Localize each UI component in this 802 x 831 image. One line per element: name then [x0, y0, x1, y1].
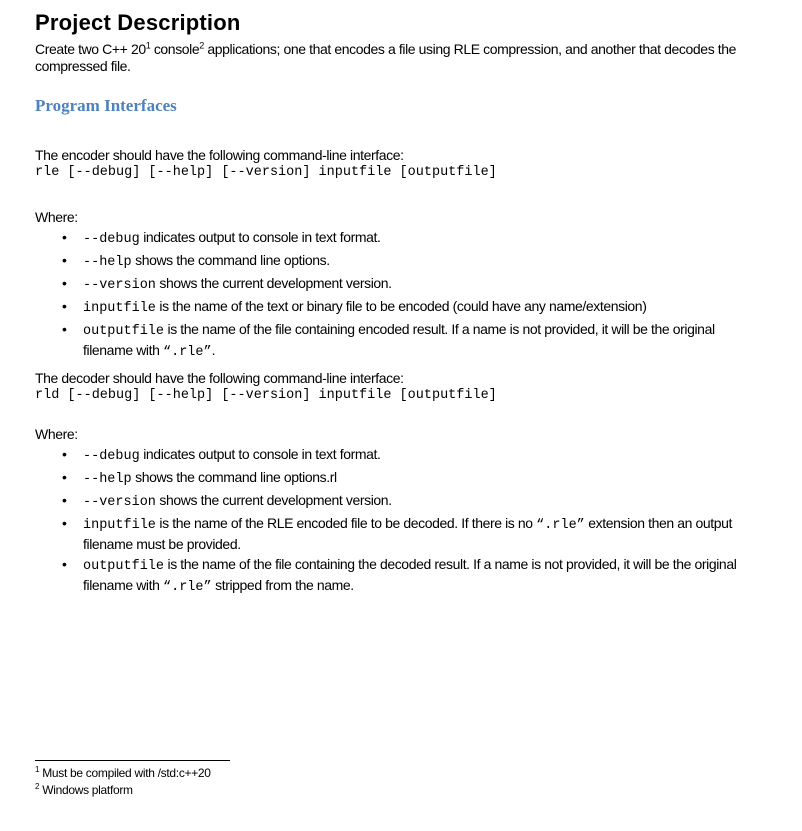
option-text-end: extension then an output filename must be provided. — [83, 515, 733, 552]
decoder-lead: The decoder should have the following command-line interface: — [35, 370, 404, 386]
option-text: shows the command line options.rl — [131, 469, 337, 485]
footnote-text: Windows platform — [39, 783, 133, 797]
footnote-ref-2[interactable]: 2 — [199, 40, 204, 51]
list-item — [35, 320, 765, 362]
bullet-icon: • — [62, 492, 67, 508]
decoder-options-list — [35, 445, 765, 599]
extension-code: “.rle” — [163, 580, 212, 595]
bullet-icon: • — [62, 275, 67, 291]
footnote-ref-1[interactable]: 1 — [145, 40, 151, 51]
option-text: shows the current development version. — [155, 275, 392, 291]
bullet-icon: • — [62, 469, 67, 485]
list-item — [35, 555, 765, 597]
bullet-icon: • — [62, 321, 67, 337]
bullet-icon: • — [62, 556, 67, 572]
option-text: shows the current development version. — [155, 492, 392, 508]
page-title: Project Description — [35, 10, 241, 35]
list-item — [35, 491, 765, 512]
footnote-text: Must be compiled with /std:c++20 — [39, 766, 211, 780]
footnote-mark: 1 — [35, 765, 40, 774]
option-code: outputfile — [83, 324, 165, 339]
footnote-mark: 2 — [35, 782, 40, 791]
option-code: --version — [83, 495, 156, 510]
option-text: is the name of the file containing the decoded result. If a name is not provided, it will be the original filename with — [83, 556, 737, 593]
list-item — [35, 297, 765, 318]
decoder-command: rld [--debug] [--help] [--version] inputfile [outputfile] — [35, 388, 497, 403]
list-item — [35, 274, 765, 295]
option-code: --help — [83, 255, 132, 270]
intro-paragraph — [35, 41, 765, 75]
option-code: --debug — [83, 449, 140, 464]
option-code: --help — [83, 472, 132, 487]
option-text: is the name of the RLE encoded file to be decoded. If there is no — [155, 515, 537, 531]
list-item — [35, 445, 765, 466]
option-text: indicates output to console in text format. — [139, 229, 381, 245]
bullet-icon: • — [62, 252, 67, 268]
list-item — [35, 228, 765, 249]
intro-text-2: console — [150, 41, 200, 57]
option-code: outputfile — [83, 559, 165, 574]
intro-text-1: Create two C++ 20 — [35, 41, 146, 57]
footnote-1 — [35, 766, 211, 781]
option-text: is the name of the file containing encoded result. If a name is not provided, it will be the original filename with — [83, 321, 715, 358]
encoder-command: rle [--debug] [--help] [--version] inputfile [outputfile] — [35, 165, 497, 180]
extension-code: “.rle” — [536, 518, 585, 533]
footnote-separator — [35, 760, 230, 761]
option-code: --version — [83, 278, 156, 293]
list-item — [35, 514, 765, 553]
encoder-lead: The encoder should have the following command-line interface: — [35, 147, 404, 163]
option-text: is the name of the text or binary file to be encoded (could have any name/extension) — [155, 298, 647, 314]
option-text-end: stripped from the name. — [211, 577, 354, 593]
option-text: indicates output to console in text format. — [139, 446, 381, 462]
option-code: --debug — [83, 232, 140, 247]
bullet-icon: • — [62, 446, 67, 462]
bullet-icon: • — [62, 298, 67, 314]
option-text: shows the command line options. — [131, 252, 330, 268]
list-item — [35, 468, 765, 489]
footnote-2 — [35, 783, 133, 798]
decoder-where: Where: — [35, 426, 78, 442]
bullet-icon: • — [62, 229, 67, 245]
section-heading: Program Interfaces — [35, 96, 177, 115]
encoder-where: Where: — [35, 209, 78, 225]
option-code: inputfile — [83, 301, 156, 316]
bullet-icon: • — [62, 515, 67, 531]
extension-code: “.rle” — [163, 345, 212, 360]
list-item — [35, 251, 765, 272]
option-code: inputfile — [83, 518, 156, 533]
intro-text-3: applications; one that encodes a file using RLE compression, and another that decodes the compressed file. — [35, 41, 737, 74]
option-text-end: . — [211, 342, 216, 358]
encoder-options-list — [35, 228, 765, 364]
